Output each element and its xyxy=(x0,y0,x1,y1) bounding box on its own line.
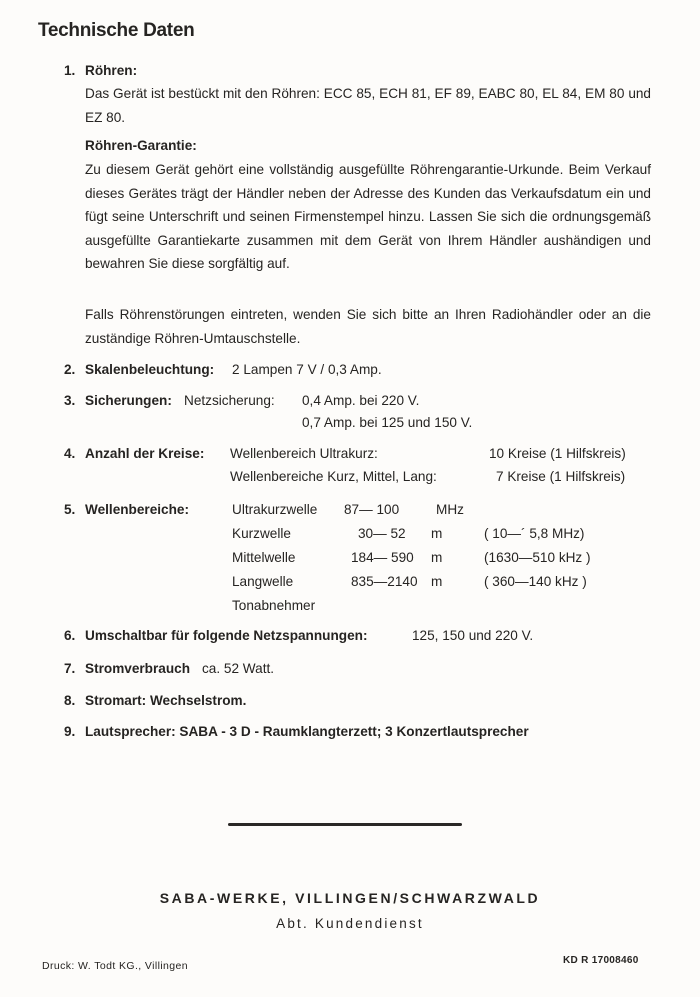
band-range: 835—2140 xyxy=(351,574,418,589)
band-unit: m xyxy=(431,550,443,565)
band-range: 30— 52 xyxy=(358,526,406,541)
strom-value: ca. 52 Watt. xyxy=(202,661,275,676)
band-name: Langwelle xyxy=(232,574,294,589)
kreise-value: 7 Kreise (1 Hilfskreis) xyxy=(496,469,626,484)
section-heading: Sicherungen: xyxy=(85,393,172,408)
band-frequency: ( 10—´ 5,8 MHz) xyxy=(484,526,585,541)
garantie-paragraph-2: Falls Röhrenstörungen eintreten, wenden Sie sich bitte an Ihren Radiohändler oder an die zuständige Röhren-Umtauschstelle. xyxy=(85,307,651,346)
company-name: SABA-WERKE, VILLINGEN/SCHWARZWALD xyxy=(159,890,541,906)
section-number: 2. xyxy=(64,362,76,377)
band-range: 87— 100 xyxy=(344,502,400,517)
band-unit: m xyxy=(431,574,443,589)
band-frequency: (1630—510 kHz ) xyxy=(484,550,591,565)
section-heading: Stromart: Wechselstrom. xyxy=(85,693,247,708)
band-name: Ultrakurzwelle xyxy=(232,502,318,517)
band-name: Tonabnehmer xyxy=(232,598,316,613)
department-name: Abt. Kundendienst xyxy=(276,916,424,931)
sicherungen-line-1: 0,4 Amp. bei 220 V. xyxy=(302,393,420,408)
section-number: 5. xyxy=(64,502,76,517)
section-heading: Röhren-Garantie: xyxy=(85,138,197,153)
section-heading: Röhren: xyxy=(85,63,138,78)
divider-line xyxy=(228,823,462,826)
skala-value: 2 Lampen 7 V / 0,3 Amp. xyxy=(232,362,382,377)
section-heading: Lautsprecher: SABA - 3 D - Raumklangterzett; 3 Konzertlautsprecher xyxy=(85,724,529,739)
band-name: Mittelwelle xyxy=(232,550,296,565)
band-frequency: ( 360—140 kHz ) xyxy=(484,574,587,589)
page-title: Technische Daten xyxy=(38,20,195,41)
section-number: 1. xyxy=(64,63,76,78)
section-number: 3. xyxy=(64,393,76,408)
printer-note: Druck: W. Todt KG., Villingen xyxy=(42,960,189,972)
section-number: 7. xyxy=(64,661,76,676)
garantie-paragraph-1: Zu diesem Gerät gehört eine vollständig ausgefüllte Röhrengarantie-Urkunde. Beim Verkauf dieses Gerätes trägt der Händler neben der Adresse des Kunden das Verkaufsdatum ein und fügt seine Unterschrift und seinen Firmenstempel hinzu. Lassen Sie sich die ordnungsgemäß ausgefüllte Garantiekarte zusammen mit dem Gerät von Ihrem Händler aushändigen und bewahren Sie diese sorgfältig auf. xyxy=(85,162,651,272)
netz-value: 125, 150 und 220 V. xyxy=(412,628,534,643)
section-number: 4. xyxy=(64,446,76,461)
section-heading: Skalenbeleuchtung: xyxy=(85,362,215,377)
section-heading: Anzahl der Kreise: xyxy=(85,446,205,461)
sicherungen-line-2: 0,7 Amp. bei 125 und 150 V. xyxy=(302,415,473,430)
band-unit: MHz xyxy=(436,502,464,517)
section-number: 8. xyxy=(64,693,76,708)
band-name: Kurzwelle xyxy=(232,526,291,541)
section-heading: Stromverbrauch xyxy=(85,661,191,676)
roehren-text: Das Gerät ist bestückt mit den Röhren: ECC 85, ECH 81, EF 89, EABC 80, EL 84, EM 80 und EZ 80. xyxy=(85,86,651,125)
document-code: KD R 17008460 xyxy=(563,955,639,966)
band-unit: m xyxy=(431,526,443,541)
section-heading: Wellenbereiche: xyxy=(85,502,190,517)
sicherungen-label: Netzsicherung: xyxy=(184,393,275,408)
section-number: 9. xyxy=(64,724,76,739)
section-heading: Umschaltbar für folgende Netzspannungen: xyxy=(85,628,368,643)
kreise-label: Wellenbereich Ultrakurz: xyxy=(230,446,378,461)
kreise-label: Wellenbereiche Kurz, Mittel, Lang: xyxy=(230,469,437,484)
band-range: 184— 590 xyxy=(351,550,414,565)
kreise-value: 10 Kreise (1 Hilfskreis) xyxy=(489,446,626,461)
section-number: 6. xyxy=(64,628,76,643)
